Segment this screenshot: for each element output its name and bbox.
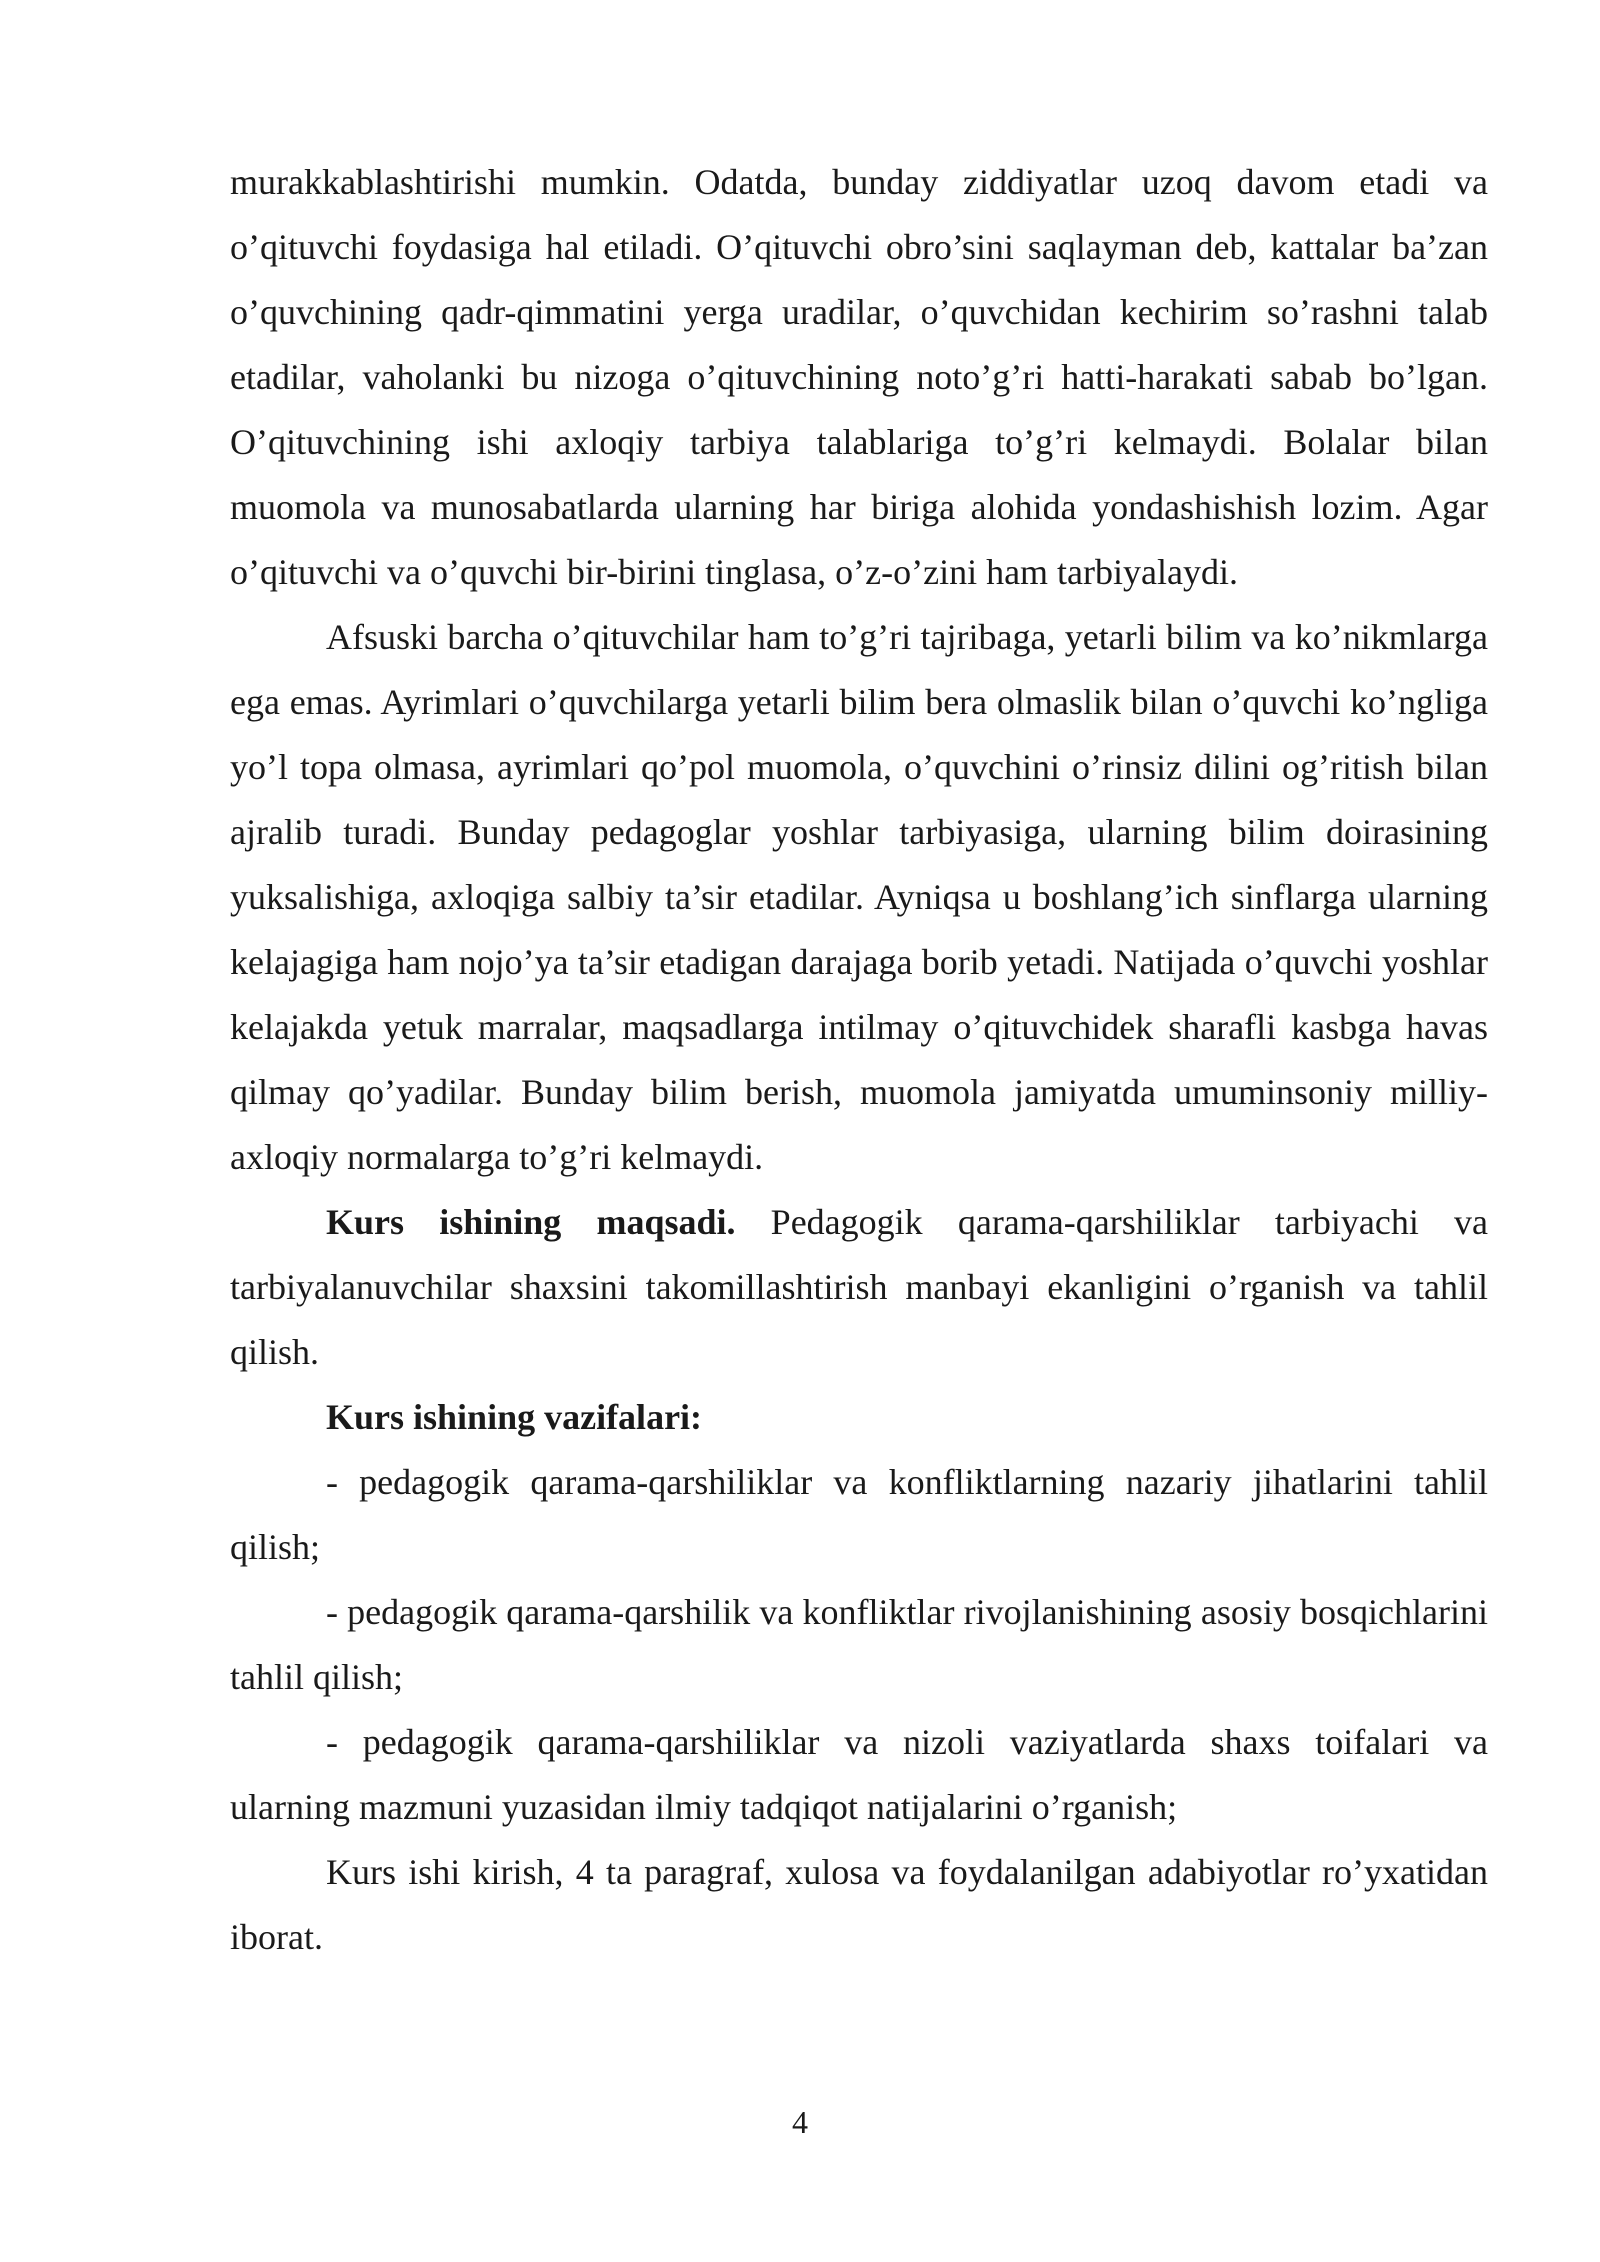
paragraph-2 [230,605,1488,1190]
task-item-3-text: - pedagogik qarama-qarshiliklar va nizoli vaziyatlarda shaxs toifalari va ularning mazmuni yuzasidan ilmiy tadqiqot natijalarini o’rganish; [230,1722,1488,1827]
task-item-2 [230,1580,1488,1710]
structure-text: Kurs ishi kirish, 4 ta paragraf, xulosa va foydalanilgan adabiyotlar ro’yxatidan iborat. [230,1852,1488,1957]
paragraph-1-text: murakkablashtirishi mumkin. Odatda, bunday ziddiyatlar uzoq davom etadi va o’qituvchi foydasiga hal etiladi. O’qituvchi obro’sini saqlayman deb, kattalar ba’zan o’quvchining qadr-qimmatini yerga uradilar, o’quvchidan kechirim so’rashni talab etadilar, vaholanki bu nizoga o’qituvchining noto’g’ri hatti-harakati sabab bo’lgan. O’qituvchining ishi axloqiy tarbiya talablariga to’g’ri kelmaydi. Bolalar bilan muomola va munosabatlarda ularning har biriga alohida yondashishish lozim. Agar o’qituvchi va o’quvchi bir-birini tinglasa, o’z-o’zini ham tarbiyalaydi. [230,162,1488,592]
page-number: 4 [792,2104,808,2140]
goal-heading: Kurs ishining maqsadi. [326,1202,736,1242]
tasks-heading: Kurs ishining vazifalari: [326,1397,703,1437]
task-item-3 [230,1710,1488,1840]
goal-text: Pedagogik qarama-qarshiliklar tarbiyachi va tarbiyalanuvchilar shaxsini takomillashtirish manbayi ekanligini o’rganish va tahlil qilish. [230,1202,1488,1372]
paragraph-structure [230,1840,1488,1970]
paragraph-2-text: Afsuski barcha o’qituvchilar ham to’g’ri tajribaga, yetarli bilim va ko’nikmlarga ega emas. Ayrimlari o’quvchilarga yetarli bilim bera olmaslik bilan o’quvchi ko’ngliga yo’l topa olmasa, ayrimlari qo’pol muomola, o’quvchini o’rinsiz dilini og’ritish bilan ajralib turadi. Bunday pedagoglar yoshlar tarbiyasiga, ularning bilim doirasining yuksalishiga, axloqiga salbiy ta’sir etadilar. Ayniqsa u boshlang’ich sinflarga ularning kelajagiga ham nojo’ya ta’sir etadigan darajaga borib yetadi. Natijada o’quvchi yoshlar kelajakda yetuk marralar, maqsadlarga intilmay o’qituvchidek sharafli kasbga havas qilmay qo’yadilar. Bunday bilim berish, muomola jamiyatda umuminsoniy milliy-axloqiy normalarga to’g’ri kelmaydi. [230,617,1488,1177]
task-item-2-text: - pedagogik qarama-qarshilik va konfliktlar rivojlanishining asosiy bosqichlarini tahlil qilish; [230,1592,1488,1697]
paragraph-1 [230,150,1488,605]
paragraph-goal [230,1190,1488,1385]
document-page [230,150,1488,1970]
task-item-1 [230,1450,1488,1580]
paragraph-tasks-heading [230,1385,1488,1450]
task-item-1-text: - pedagogik qarama-qarshiliklar va konfliktlarning nazariy jihatlarini tahlil qilish; [230,1462,1488,1567]
